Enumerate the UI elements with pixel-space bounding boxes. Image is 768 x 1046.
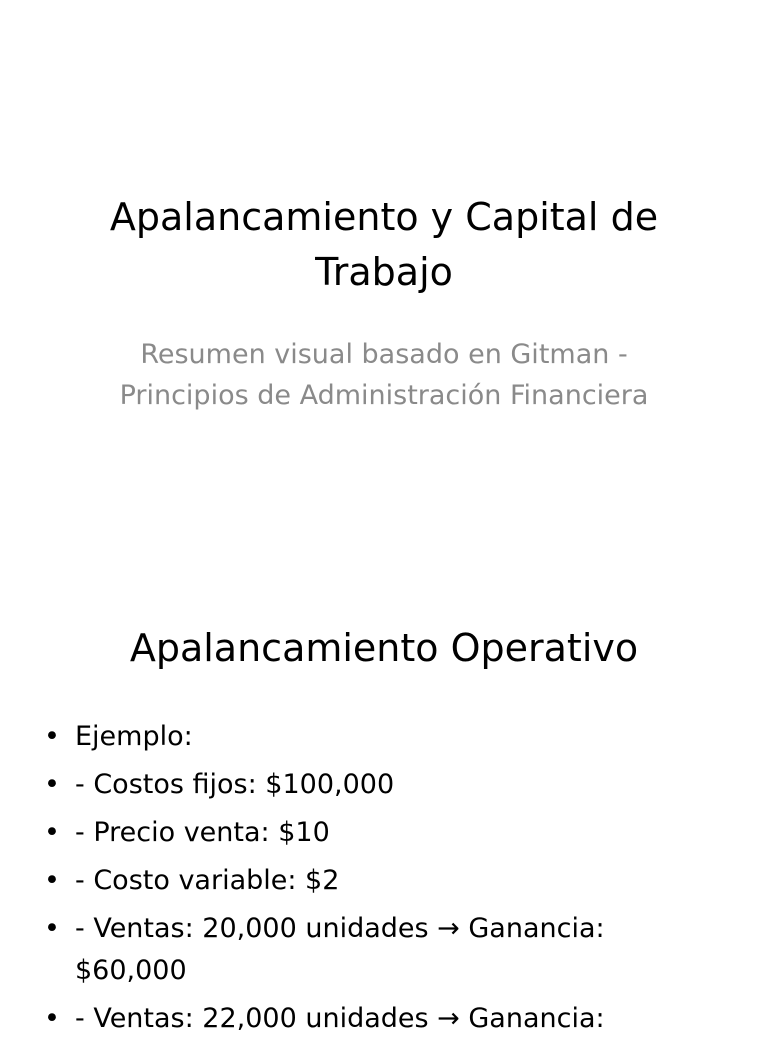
- slide-subtitle: Resumen visual basado en Gitman - Principios de Administración Financiera: [119, 339, 649, 411]
- bullet-icon: •: [44, 913, 60, 944]
- bullet-text: Ejemplo:: [75, 721, 193, 752]
- bullet-text: - Costos fijos: $100,000: [75, 769, 395, 800]
- bullet-item: [40, 908, 640, 991]
- bullet-text: - Precio venta: $10: [75, 817, 330, 848]
- bullet-text: - Ventas: 20,000 unidades → Ganancia: $60,000: [75, 913, 605, 986]
- bullet-item: [40, 998, 640, 1040]
- bullet-icon: •: [44, 817, 60, 848]
- content-slide: [0, 576, 768, 1034]
- bullet-icon: •: [44, 769, 60, 800]
- bullet-text: - Ventas: 22,000 unidades → Ganancia:: [75, 1002, 605, 1034]
- bullet-item: [40, 764, 640, 806]
- bullet-item: [40, 860, 640, 902]
- bullet-list: [40, 716, 640, 1046]
- bullet-item: [40, 716, 640, 758]
- bullet-text: - Costo variable: $2: [75, 865, 340, 896]
- slide-title: Apalancamiento Operativo: [129, 626, 639, 670]
- bullet-icon: •: [44, 1002, 60, 1034]
- bullet-item: [40, 812, 640, 854]
- bullet-icon: •: [44, 721, 60, 752]
- slide-title: Apalancamiento y Capital de Trabajo: [109, 195, 659, 294]
- bullet-icon: •: [44, 865, 60, 896]
